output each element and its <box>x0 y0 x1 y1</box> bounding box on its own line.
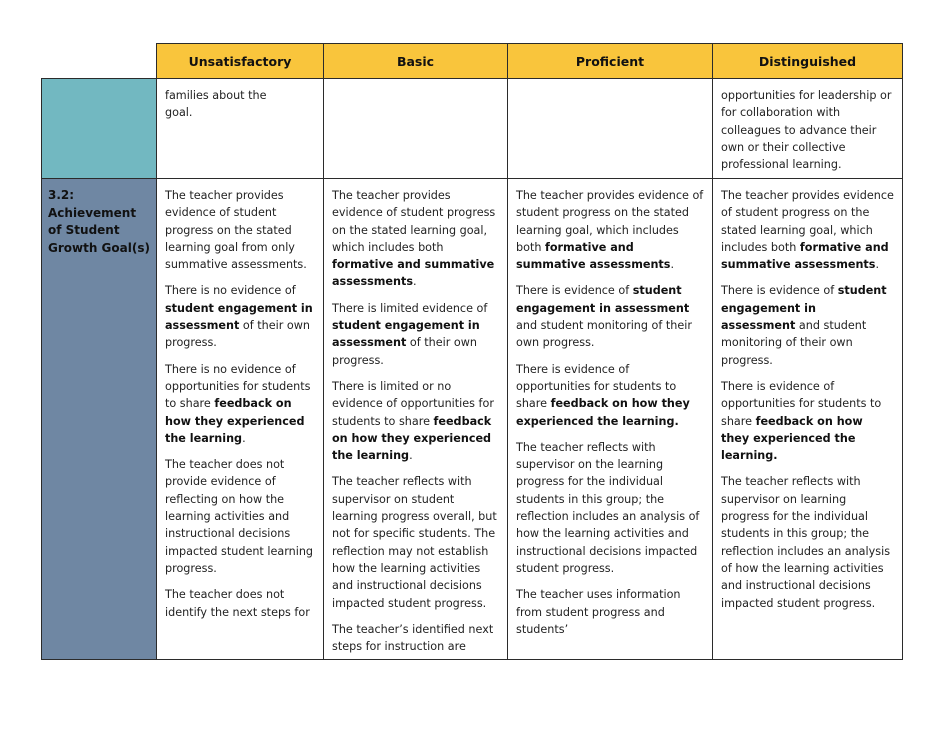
bold-text: student engagement in assessment <box>516 284 690 315</box>
cell-paragraph <box>516 361 704 430</box>
cell-paragraph <box>516 282 704 351</box>
text-run: There is limited evidence of <box>332 301 488 315</box>
cell-paragraph <box>165 361 315 447</box>
header-row <box>42 44 903 79</box>
row-label-cell <box>42 179 157 660</box>
text-run: . <box>242 431 246 445</box>
cell-paragraph <box>516 439 704 577</box>
cell-paragraph <box>516 586 704 638</box>
cell-unsatisfactory-continued <box>157 79 324 179</box>
text-run: There is evidence of <box>516 284 633 298</box>
cell-paragraph <box>721 473 894 611</box>
row-label: 3.2: Achievement of Student Growth Goal(s) <box>48 188 150 255</box>
table-row-3-2 <box>42 179 903 660</box>
bold-text: formative and summative assessments <box>721 240 889 272</box>
header-proficient: Proficient <box>508 44 713 79</box>
text-run: The teacher does not provide evidence of reflecting on how the learning activities and instructional decisions impacted student learning progress. <box>165 458 314 575</box>
header-distinguished: Distinguished <box>713 44 903 79</box>
header-blank-cell <box>42 44 157 79</box>
cell-paragraph <box>165 456 315 577</box>
text-run: . <box>413 275 417 289</box>
text-run: The teacher reflects with supervisor on student learning progress overall, but not for specific students. The reflection may not establish how the learning activities and instructional decisions impacted student progress. <box>332 475 497 610</box>
text-run: The teacher uses information from student progress and students’ <box>516 588 681 636</box>
cell-paragraph <box>516 187 704 273</box>
bold-text: student engagement in assessment <box>165 301 313 333</box>
bold-text: student engagement in assessment <box>721 284 887 333</box>
text-run: There is evidence of opportunities for students to share <box>721 379 882 428</box>
rubric-table <box>41 43 903 660</box>
text-run: of their own progress. <box>165 319 310 350</box>
text-run: . <box>670 258 674 272</box>
cell-basic-continued <box>324 79 508 179</box>
cell-distinguished <box>713 179 903 660</box>
cell-paragraph <box>721 378 894 464</box>
header-basic: Basic <box>324 44 508 79</box>
cell-proficient-continued <box>508 79 713 179</box>
cell-unsatisfactory <box>157 179 324 660</box>
text-run: There is no evidence of <box>165 284 296 298</box>
cell-paragraph <box>721 187 894 273</box>
text-run: The teacher reflects with supervisor on learning progress for the individual students in this group; the reflection includes an analysis of how the learning activities and instructional decisions impacted student progress. <box>721 475 891 610</box>
text-run: of their own progress. <box>332 336 477 367</box>
text-run: The teacher provides evidence of student progress on the stated learning goal from only summative assessments. <box>165 189 307 272</box>
bold-text: feedback on how they experienced the learning <box>332 414 492 463</box>
text-run: There is evidence of opportunities for students to share <box>516 362 677 411</box>
cell-paragraph <box>332 300 499 369</box>
cell-paragraph <box>332 473 499 611</box>
cell-proficient <box>508 179 713 660</box>
cell-paragraph <box>332 621 499 656</box>
cell-paragraph <box>332 187 499 291</box>
text-run: The teacher reflects with supervisor on the learning progress for the individual students in this group; the reflection includes an analysis of how the learning activities and instructional decisions impacted student progress. <box>516 440 700 575</box>
table-row-continued <box>42 79 903 179</box>
bold-text: student engagement in assessment <box>332 319 480 350</box>
text-run: . <box>875 258 879 272</box>
bold-text: feedback on how they experienced the learning. <box>516 397 690 428</box>
text-run: The teacher’s identified next steps for instruction are <box>332 622 494 654</box>
row-label-cell-continued <box>42 79 157 179</box>
cell-paragraph <box>165 586 315 621</box>
text-run: The teacher provides evidence of student progress on the stated learning goal, which includes both <box>332 189 496 254</box>
text-run: The teacher provides evidence of student progress on the stated learning goal, which includes both <box>721 189 894 254</box>
cell-paragraph <box>165 282 315 351</box>
cell-basic <box>324 179 508 660</box>
cell-distinguished-continued: opportunities for leadership or for collaboration with colleagues to advance their own or their collective professional learning. <box>713 79 903 179</box>
text-run: There is no evidence of opportunities for students to share <box>165 362 311 411</box>
text-run: There is evidence of <box>721 284 838 298</box>
text-run: and student monitoring of their own progress. <box>516 319 692 350</box>
bold-text: formative and summative assessments <box>516 240 671 272</box>
text-run: and student monitoring of their own progress. <box>721 319 867 367</box>
header-unsatisfactory: Unsatisfactory <box>157 44 324 79</box>
bold-text: feedback on how they experienced the learning. <box>721 414 863 463</box>
bold-text: feedback on how they experienced the learning <box>165 397 305 445</box>
text-run: The teacher provides evidence of student progress on the stated learning goal, which includes both <box>516 189 704 254</box>
cell-paragraph <box>165 187 315 273</box>
cell-text-line: families about the <box>165 89 267 102</box>
text-run: The teacher does not identify the next steps for <box>165 588 310 619</box>
cell-paragraph <box>721 282 894 368</box>
cell-text-line: goal. <box>165 106 193 120</box>
cell-paragraph <box>332 378 499 464</box>
text-run: There is limited or no evidence of opportunities for students to share <box>332 379 494 428</box>
text-run: . <box>409 449 413 463</box>
bold-text: formative and summative assessments <box>332 258 495 289</box>
